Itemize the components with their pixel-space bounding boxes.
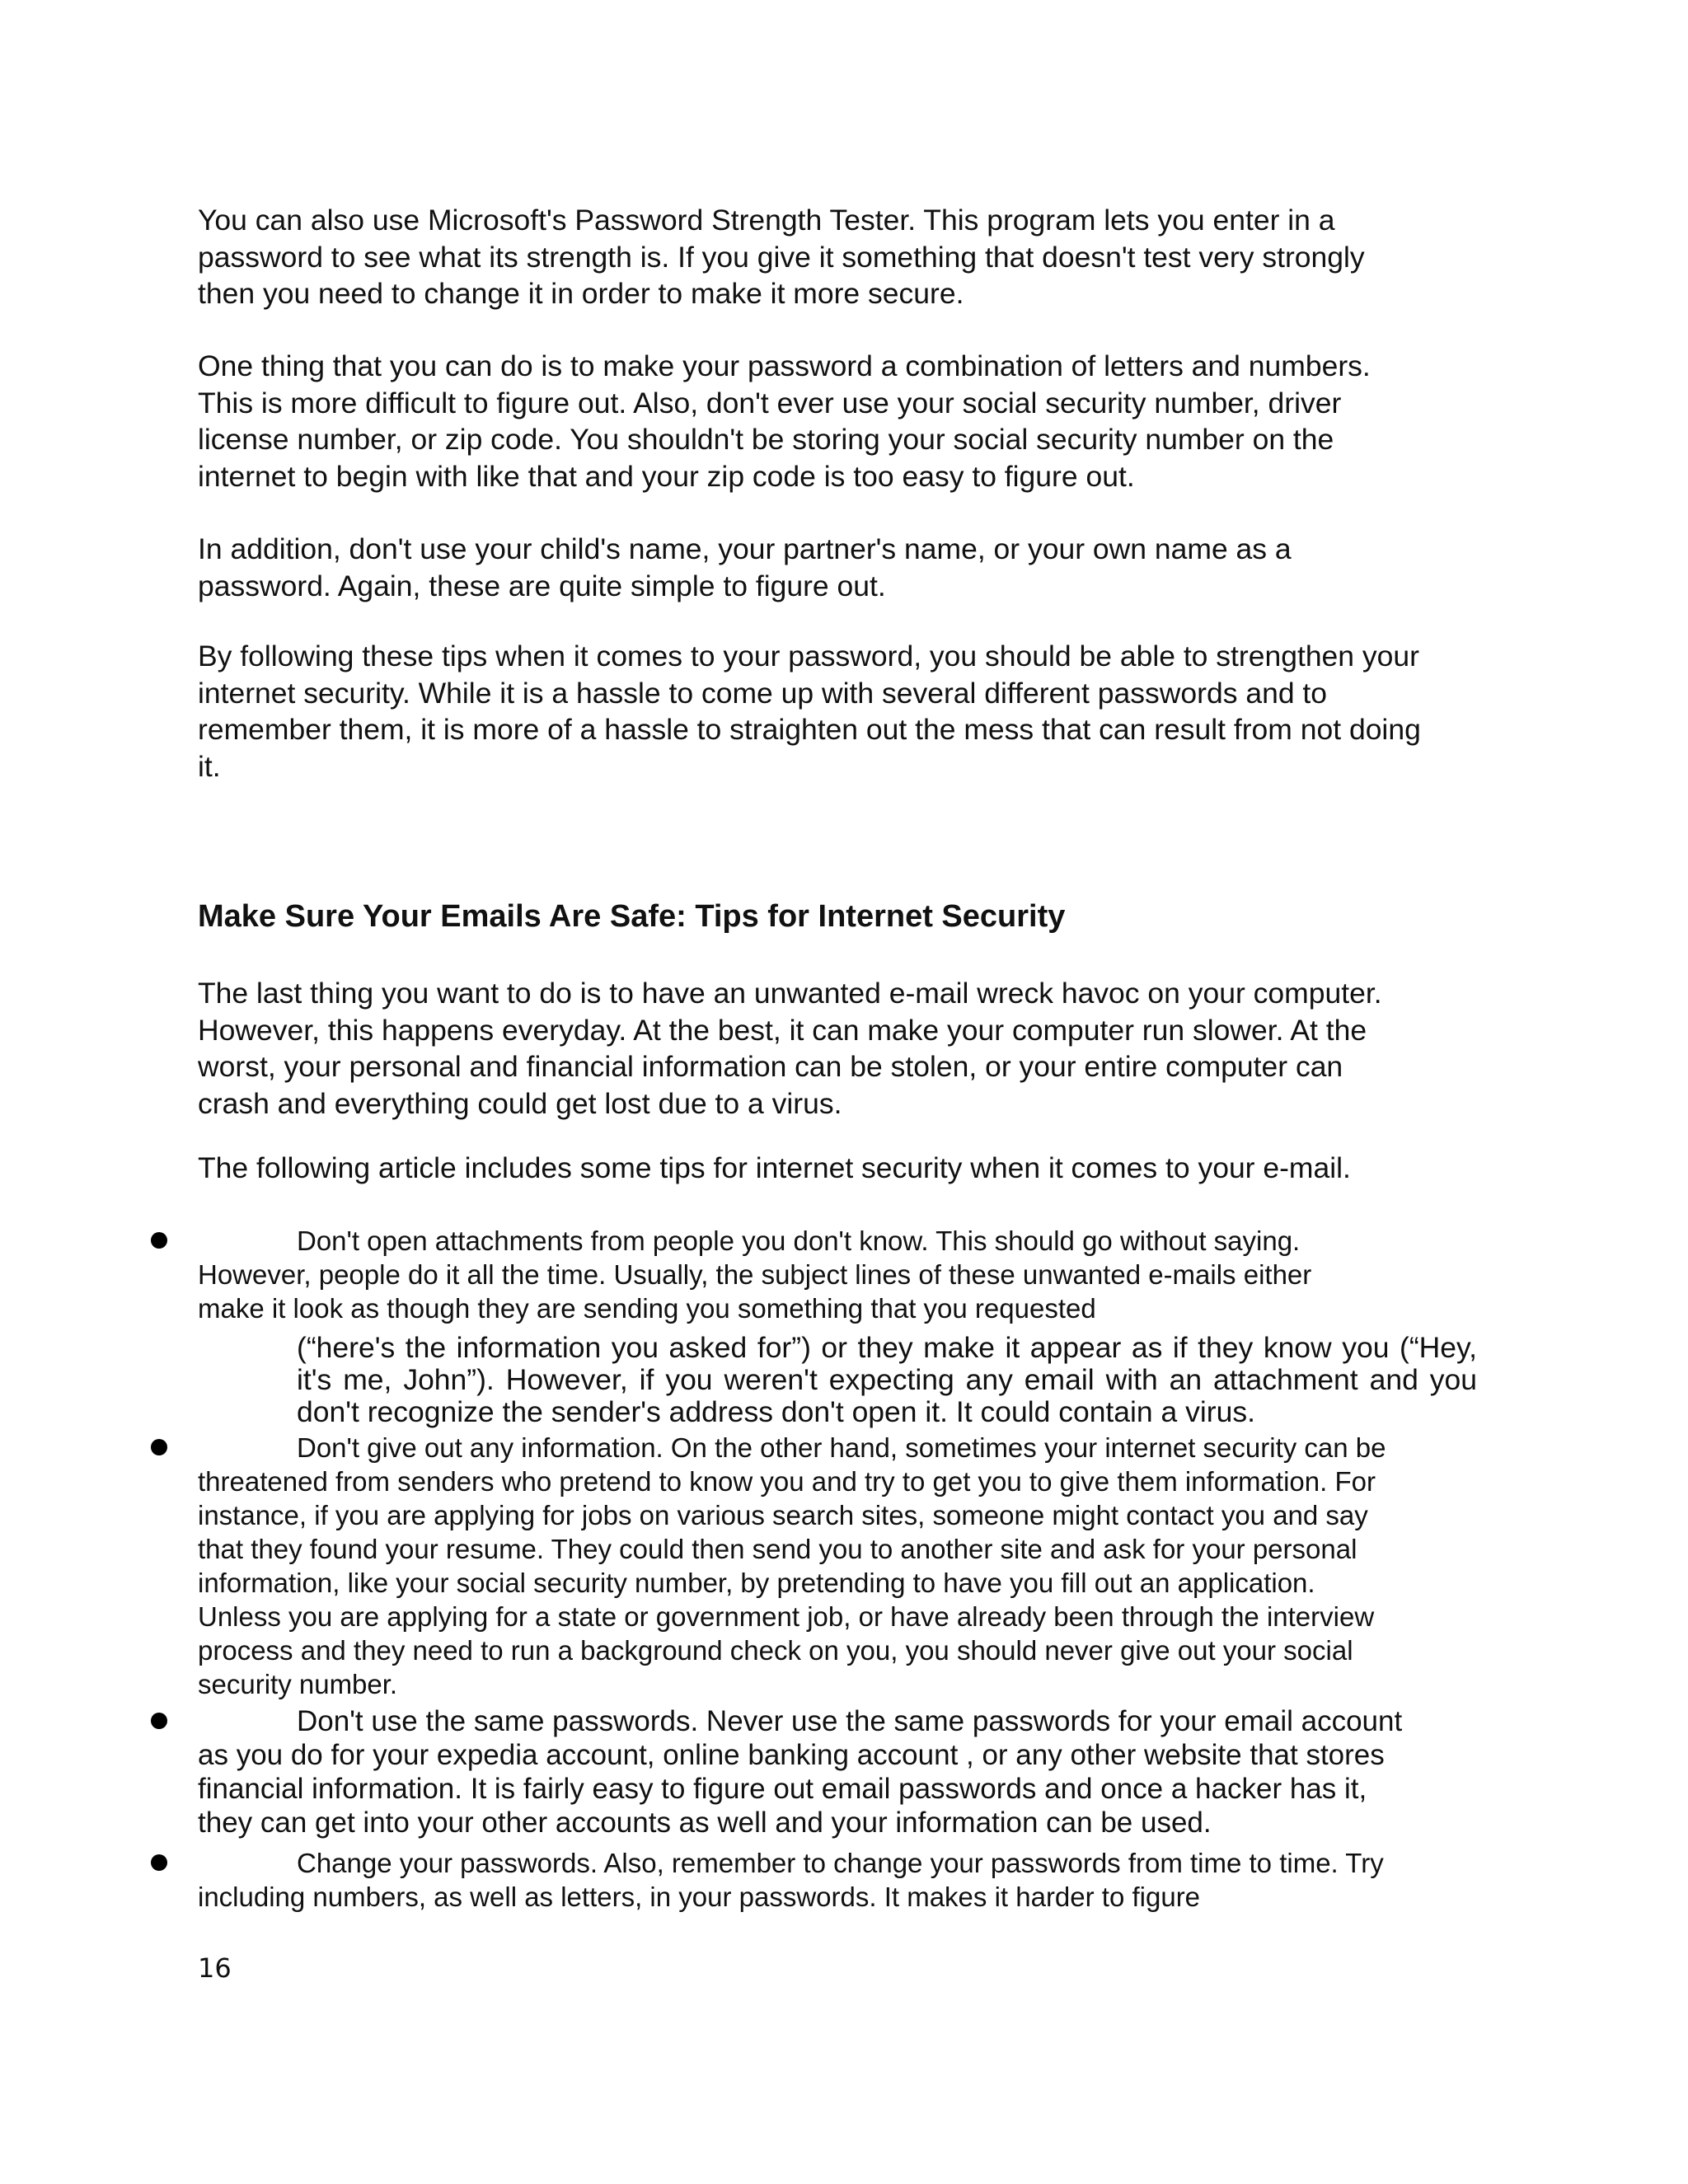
paragraph-unwanted-email: The last thing you want to do is to have an unwanted e-mail wreck havoc on your computer. However, this happens everyday. At the best, it can make your computer run slower. At the worst, your personal and financial information can be stolen, or your entire computer can crash and everything could get lost due to a virus. <box>198 977 1382 1120</box>
section-heading: Make Sure Your Emails Are Safe: Tips for Internet Security <box>198 899 1066 934</box>
bullet-continuation: (“here's the information you asked for”) or they make it appear as if they know you (“Hey, it's me, John”). However, if you weren't expecting any email with an attachment and you don't recognize the sender's address don't open it. It could contain a virus. <box>297 1331 1477 1428</box>
bullet-text: Change your passwords. Also, remember to change your passwords from time to time. Try including numbers, as well as letters, in your passwords. It makes it harder to figure <box>198 1848 1384 1912</box>
paragraph-names: In addition, don't use your child's name, your partner's name, or your own name as a password. Again, these are quite simple to figure out. <box>198 532 1292 602</box>
paragraph-letters-numbers: One thing that you can do is to make your password a combination of letters and numbers. This is more difficult to figure out. Also, don't ever use your social security number, driver license number, or zip code. You shouldn't be storing your social security number on the internet to begin with like that and your zip code is too easy to figure out. <box>198 349 1371 493</box>
bullet-text: Don't use the same passwords. Never use the same passwords for your email account as you do for your expedia account, online banking account , or any other website that stores financial information. It is fairly easy to figure out email passwords and once a hacker has it, they can get into your other accounts as well and your information can be used. <box>198 1705 1403 1839</box>
bullet-text: Don't give out any information. On the other hand, sometimes your internet security can be threatened from senders who pretend to know you and try to get you to give them information. For instance, if you are applying for jobs on various search sites, someone might contact you and say that they found your resume. They could then send you to another site and ask for your personal information, like your social security number, by pretending to have you fill out an application. Unless you are applying for a state or government job, or have already been through the interview process and they need to run a background check on you, you should never give out your social security number. <box>198 1432 1386 1699</box>
paragraph-following-article: The following article includes some tips for internet security when it comes to your e-mail. <box>198 1151 1351 1184</box>
bullet-icon <box>151 1713 167 1729</box>
paragraph-password-tester: You can also use Microsoft's Password Strength Tester. This program lets you enter in a password to see what its strength is. If you give it something that doesn't test very strongly then you need to change it in order to make it more secure. <box>198 204 1365 310</box>
bullet-icon <box>151 1854 167 1871</box>
paragraph-following-tips: By following these tips when it comes to your password, you should be able to strengthen your internet security. While it is a hassle to come up with several different passwords and to remember them, it is more of a hassle to straighten out the mess that can result from not doing it. <box>198 640 1421 783</box>
bullet-icon <box>151 1439 167 1455</box>
bullet-icon <box>151 1232 167 1249</box>
page-number: 16 <box>198 1952 232 1984</box>
bullet-text: Don't open attachments from people you don't know. This should go without saying. However, people do it all the time. Usually, the subject lines of these unwanted e-mails either make it look as though they are sending you something that you requested <box>198 1226 1312 1324</box>
